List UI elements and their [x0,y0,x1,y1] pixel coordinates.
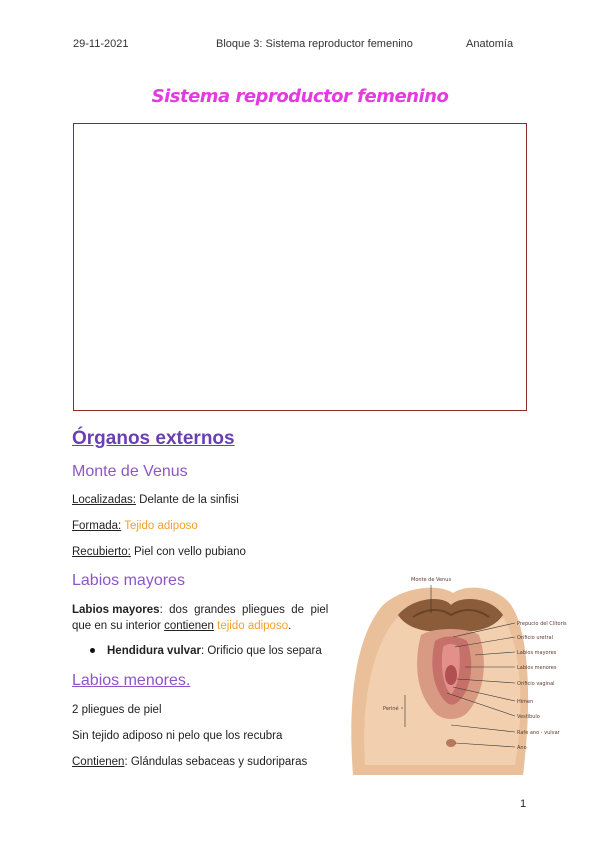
subheading-monte-de-venus: Monte de Venus [72,463,188,480]
page-title: Sistema reproductor femenino [151,86,449,107]
contienen-word: contienen [164,620,214,632]
label-himen: Himen [517,699,534,705]
page-number: 1 [520,798,527,810]
localizadas-label: Localizadas: [72,494,136,506]
subheading-labios-mayores: Labios mayores [72,572,185,589]
label-labios-menores: Labios menores [517,665,557,671]
section-heading-organos-externos: Órganos externos [72,428,235,449]
labios-mayores-desc1: : dos grandes pliegues de piel [159,604,329,616]
label-ano: Ano [517,745,527,751]
labios-mayores-line2 [72,620,291,632]
image-placeholder-frame [73,123,527,411]
hendidura-term: Hendidura vulvar [107,645,201,657]
contienen-label: Contienen [72,756,125,768]
contienen-value: : Glándulas sebaceas y sudoriparas [124,756,308,768]
labios-mayores-desc2a: que en su interior [72,620,165,632]
labios-mayores-line1 [72,604,328,616]
labios-mayores-term: Labios mayores [72,604,160,616]
bullet-dot [90,648,95,653]
label-prepucio: Prepucio del Clítoris [517,621,567,627]
label-orificio-uretral: Orificio uretral [517,635,553,641]
anatomy-illustration [343,575,567,780]
label-orificio-vaginal: Orificio vaginal [517,681,555,687]
formada-value: Tejido adiposo [121,520,198,532]
header-date: 29-11-2021 [73,38,129,50]
labios-menores-line2: Sin tejido adiposo ni pelo que los recubra [72,730,283,742]
monte-formada [72,520,198,532]
monte-localizadas [72,494,239,506]
formada-label: Formada: [72,520,122,532]
monte-recubierto [72,546,246,558]
subheading-labios-menores: Labios menores. [72,672,191,689]
label-vestibulo: Vestíbulo [517,714,540,720]
header-subject: Anatomía [466,38,514,50]
header-block: Bloque 3: Sistema reproductor femenino [216,38,413,50]
label-monte-de-venus: Monte de Venus [411,577,452,583]
label-labios-mayores: Labios mayores [517,650,557,656]
labios-menores-line1: 2 pliegues de piel [72,704,162,716]
recubierto-label: Recubierto: [72,546,131,558]
localizadas-value: Delante de la sinfisi [135,494,239,506]
recubierto-value: Piel con vello pubiano [130,546,246,558]
labios-menores-contienen [72,756,307,768]
label-rafe: Rafe ano - vulvar [517,730,560,736]
hendidura-desc: : Orificio que los separa [200,645,322,657]
labios-mayores-period: . [288,620,292,632]
label-perine: Periné [383,706,399,712]
tejido-adiposo-word: tejido adiposo [213,620,289,632]
bullet-hendidura-vulvar [90,645,322,657]
